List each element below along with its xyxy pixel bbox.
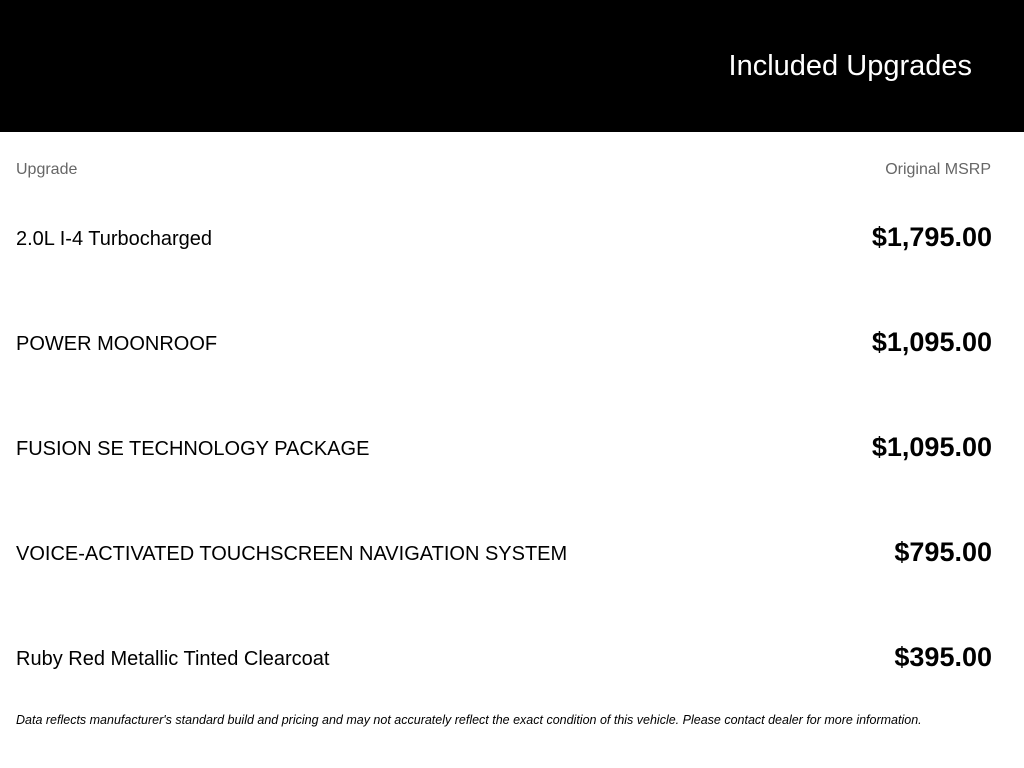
upgrade-price: $795.00 (894, 537, 992, 567)
column-header-upgrade: Upgrade (16, 161, 78, 178)
upgrade-price: $1,795.00 (871, 222, 992, 252)
page-title: Included Upgrades (728, 50, 972, 82)
upgrade-name: 2.0L I-4 Turbocharged (16, 228, 213, 250)
upgrade-price: $1,095.00 (871, 432, 992, 462)
upgrade-name: POWER MOONROOF (16, 333, 218, 355)
upgrade-name: VOICE-ACTIVATED TOUCHSCREEN NAVIGATION SYSTEM (16, 543, 568, 565)
table-row (16, 532, 992, 572)
upgrade-price: $395.00 (894, 642, 992, 672)
table-row (16, 322, 992, 362)
table-row (16, 217, 992, 257)
upgrade-name: FUSION SE TECHNOLOGY PACKAGE (16, 438, 370, 460)
upgrade-name: Ruby Red Metallic Tinted Clearcoat (16, 648, 330, 670)
header-bar (0, 0, 1024, 132)
table-row (16, 637, 992, 677)
column-header-msrp: Original MSRP (885, 161, 991, 178)
upgrade-price: $1,095.00 (871, 327, 992, 357)
disclaimer-text: Data reflects manufacturer's standard build and pricing and may not accurately reflect the exact condition of this vehicle. Please contact dealer for more information. (16, 713, 922, 727)
table-row (16, 427, 992, 467)
